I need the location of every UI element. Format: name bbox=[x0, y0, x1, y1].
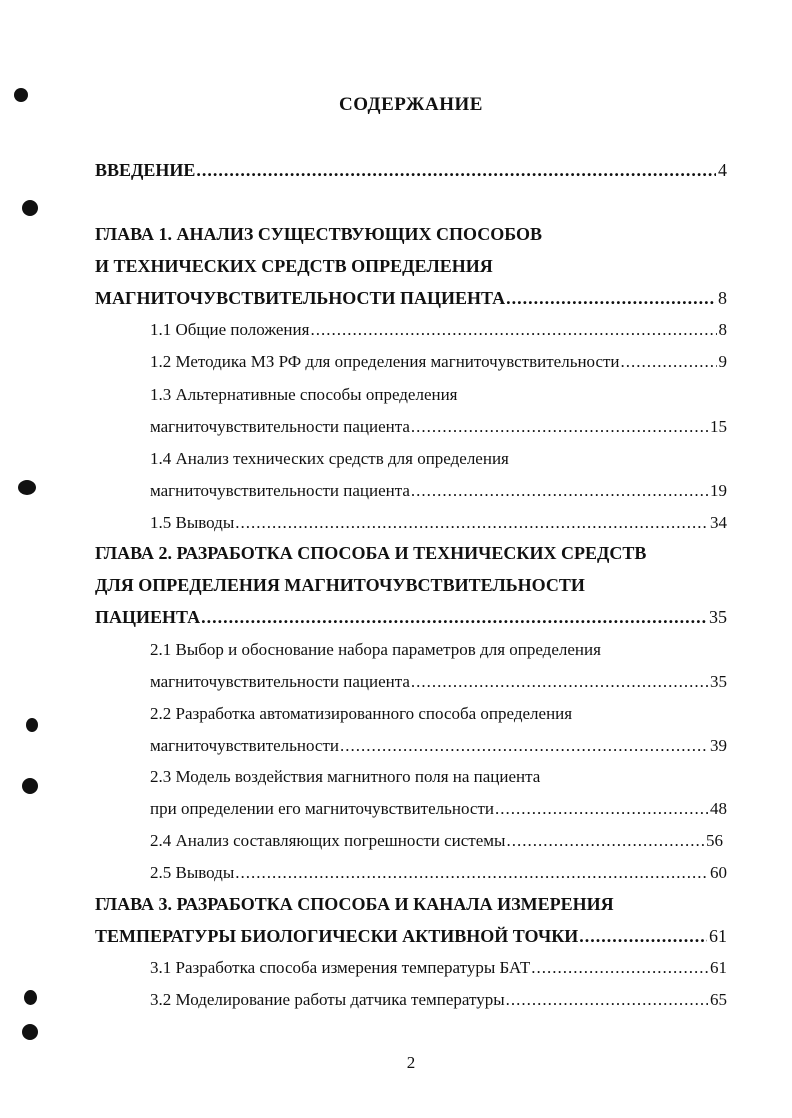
leader-dots bbox=[411, 672, 708, 692]
toc-entry-label: 1.4 Анализ технических средств для определения bbox=[150, 449, 509, 468]
leader-dots bbox=[235, 863, 708, 883]
toc-entry-label: ТЕМПЕРАТУРЫ БИОЛОГИЧЕСКИ АКТИВНОЙ ТОЧКИ bbox=[95, 926, 579, 946]
toc-entry-2-2[interactable] bbox=[150, 736, 727, 756]
toc-entry-page: 8 bbox=[718, 320, 727, 339]
toc-entry-label: ВВЕДЕНИЕ bbox=[95, 160, 196, 180]
toc-entry-page: 48 bbox=[710, 799, 727, 818]
leader-dots bbox=[411, 481, 708, 501]
leader-dots bbox=[495, 799, 708, 819]
toc-entry-page: 9 bbox=[718, 352, 727, 371]
toc-entry-page: 61 bbox=[710, 958, 727, 977]
toc-entry-page: 65 bbox=[710, 990, 727, 1009]
toc-chapter-heading: И ТЕХНИЧЕСКИХ СРЕДСТВ ОПРЕДЕЛЕНИЯ bbox=[95, 256, 493, 276]
toc-entry-2-4[interactable] bbox=[150, 831, 723, 851]
binder-hole-mark bbox=[22, 1024, 38, 1040]
toc-entry-intro[interactable] bbox=[95, 160, 727, 181]
leader-dots bbox=[506, 831, 704, 851]
leader-dots bbox=[531, 958, 708, 978]
toc-entry-3-2[interactable] bbox=[150, 990, 727, 1010]
toc-entry-chapter-1[interactable] bbox=[95, 288, 727, 309]
toc-entry-1-3[interactable] bbox=[150, 417, 727, 437]
binder-hole-mark bbox=[18, 480, 36, 495]
toc-entry-chapter-3[interactable] bbox=[95, 926, 727, 947]
toc-entry-label: ПАЦИЕНТА bbox=[95, 607, 201, 627]
toc-entry-label: 2.5 Выводы bbox=[150, 863, 235, 882]
toc-entry-label: 1.2 Методика МЗ РФ для определения магниточувствительности bbox=[150, 352, 620, 371]
toc-entry-page: 61 bbox=[709, 926, 727, 946]
toc-entry-label: магниточувствительности пациента bbox=[150, 417, 410, 436]
toc-title: СОДЕРЖАНИЕ bbox=[339, 94, 483, 115]
leader-dots bbox=[579, 926, 707, 947]
toc-entry-label: 2.4 Анализ составляющих погрешности системы bbox=[150, 831, 506, 850]
toc-chapter-heading: ГЛАВА 1. АНАЛИЗ СУЩЕСТВУЮЩИХ СПОСОБОВ bbox=[95, 224, 542, 244]
leader-dots bbox=[310, 320, 716, 340]
binder-hole-mark bbox=[26, 718, 38, 732]
toc-entry-label: 3.2 Моделирование работы датчика температуры bbox=[150, 990, 505, 1009]
toc-entry-page: 60 bbox=[710, 863, 727, 882]
toc-entry-1-4[interactable] bbox=[150, 481, 727, 501]
toc-entry-page: 39 bbox=[710, 736, 727, 755]
toc-entry-label: 1.1 Общие положения bbox=[150, 320, 310, 339]
toc-entry-label: 2.1 Выбор и обоснование набора параметров для определения bbox=[150, 640, 601, 659]
leader-dots bbox=[196, 160, 716, 181]
toc-entry-page: 15 bbox=[710, 417, 727, 436]
leader-dots bbox=[506, 288, 716, 309]
toc-chapter-heading: ГЛАВА 3. РАЗРАБОТКА СПОСОБА И КАНАЛА ИЗМЕРЕНИЯ bbox=[95, 894, 614, 914]
toc-entry-1-5[interactable] bbox=[150, 513, 727, 533]
page-number: 2 bbox=[406, 1053, 416, 1072]
toc-entry-label: 2.2 Разработка автоматизированного способа определения bbox=[150, 704, 573, 723]
toc-entry-label: 1.5 Выводы bbox=[150, 513, 235, 532]
toc-entry-label: 3.1 Разработка способа измерения температуры БАТ bbox=[150, 958, 531, 977]
toc-entry-page: 56 bbox=[706, 831, 723, 850]
leader-dots bbox=[506, 990, 708, 1010]
leader-dots bbox=[621, 352, 717, 372]
toc-entry-chapter-2[interactable] bbox=[95, 607, 727, 628]
toc-entry-1-1[interactable] bbox=[150, 320, 727, 340]
toc-entry-2-1[interactable] bbox=[150, 672, 727, 692]
toc-entry-page: 34 bbox=[710, 513, 727, 532]
toc-entry-1-2[interactable] bbox=[150, 352, 727, 372]
toc-entry-label: магниточувствительности bbox=[150, 736, 340, 755]
toc-chapter-heading: ДЛЯ ОПРЕДЕЛЕНИЯ МАГНИТОЧУВСТВИТЕЛЬНОСТИ bbox=[95, 575, 585, 595]
toc-entry-page: 4 bbox=[718, 160, 727, 180]
leader-dots bbox=[411, 417, 708, 437]
toc-entry-label: МАГНИТОЧУВСТВИТЕЛЬНОСТИ ПАЦИЕНТА bbox=[95, 288, 506, 308]
toc-entry-2-3[interactable] bbox=[150, 799, 727, 819]
toc-entry-label: при определении его магниточувствительности bbox=[150, 799, 494, 818]
binder-hole-mark bbox=[24, 990, 37, 1005]
binder-hole-mark bbox=[22, 200, 38, 216]
toc-entry-label: 2.3 Модель воздействия магнитного поля на пациента bbox=[150, 767, 541, 786]
toc-chapter-heading: ГЛАВА 2. РАЗРАБОТКА СПОСОБА И ТЕХНИЧЕСКИХ СРЕДСТВ bbox=[95, 543, 647, 563]
toc-entry-page: 35 bbox=[710, 672, 727, 691]
toc-entry-label: магниточувствительности пациента bbox=[150, 481, 410, 500]
toc-entry-page: 8 bbox=[718, 288, 727, 308]
toc-entry-page: 19 bbox=[710, 481, 727, 500]
leader-dots bbox=[340, 736, 708, 756]
toc-entry-2-5[interactable] bbox=[150, 863, 727, 883]
toc-entry-page: 35 bbox=[709, 607, 727, 627]
leader-dots bbox=[235, 513, 708, 533]
toc-entry-label: магниточувствительности пациента bbox=[150, 672, 410, 691]
toc-entry-label: 1.3 Альтернативные способы определения bbox=[150, 385, 458, 404]
leader-dots bbox=[201, 607, 707, 628]
binder-hole-mark bbox=[22, 778, 38, 794]
toc-entry-3-1[interactable] bbox=[150, 958, 727, 978]
